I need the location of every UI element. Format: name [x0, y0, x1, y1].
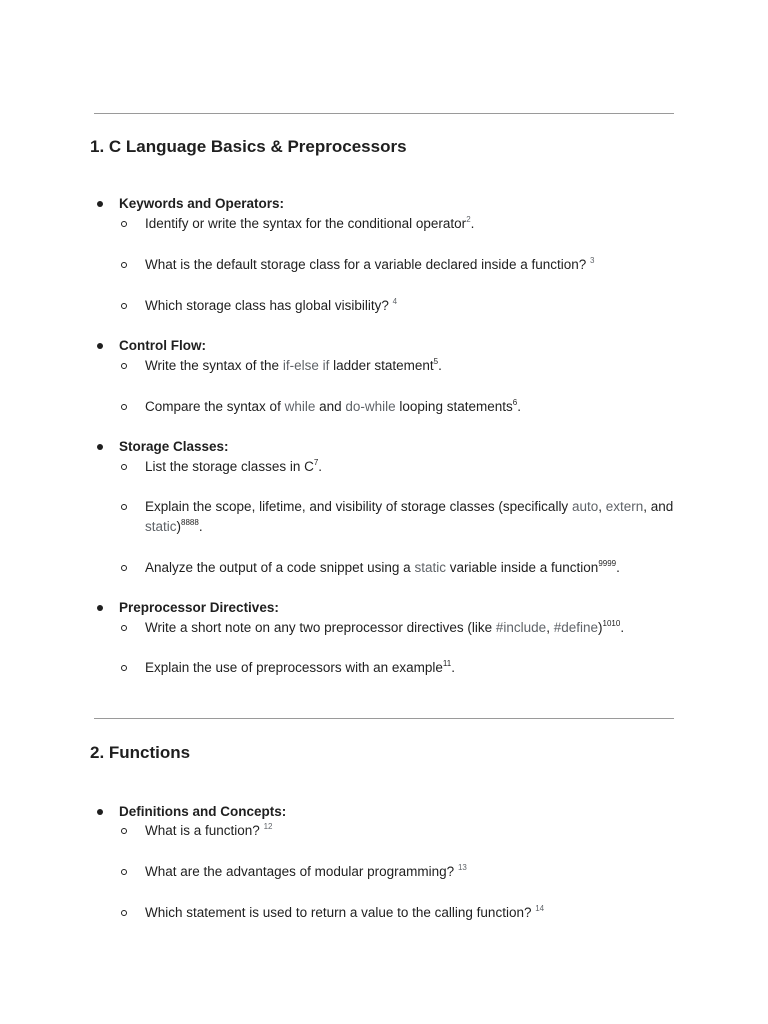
list-item: Analyze the output of a code snippet using a static variable inside a function$^{9999}$.	[145, 559, 620, 575]
code-keyword: if-else if	[282, 358, 330, 373]
section-heading-c-basics: 1. C Language Basics & Preprocessors	[90, 137, 407, 156]
bullet-icon	[97, 809, 103, 815]
list-item: Write the syntax of the if-else if ladder statement$^5$.	[145, 357, 442, 373]
circle-bullet-icon	[121, 404, 127, 410]
list-item: What are the advantages of modular programming? $^{13}$	[145, 863, 467, 879]
code-keyword: auto	[571, 499, 599, 514]
section-divider	[94, 718, 674, 719]
list-item: Explain the scope, lifetime, and visibility of storage classes (specifically auto, extern, and static)$^{8888}$.	[145, 499, 674, 534]
group-title-preprocessor-directives: Preprocessor Directives:	[119, 600, 279, 615]
circle-bullet-icon	[121, 565, 127, 571]
group-title-control-flow: Control Flow:	[119, 338, 206, 353]
group-title-keywords: Keywords and Operators:	[119, 196, 285, 211]
code-keyword: extern	[605, 499, 644, 514]
list-item: What is the default storage class for a variable declared inside a function? $^3$	[145, 256, 595, 272]
bullet-icon	[97, 444, 103, 450]
code-keyword: #define	[553, 620, 599, 635]
group-title-definitions: Definitions and Concepts:	[119, 804, 287, 819]
top-divider	[94, 113, 674, 114]
circle-bullet-icon	[121, 869, 127, 875]
code-keyword: do-while	[345, 399, 396, 414]
list-item: Identify or write the syntax for the conditional operator$^2$.	[145, 215, 475, 231]
list-item: Explain the use of preprocessors with an example$^{11}$.	[145, 659, 455, 675]
code-keyword: static	[145, 519, 177, 534]
list-item: Write a short note on any two preprocessor directives (like #include, #define)$^{1010}$.	[145, 619, 625, 635]
bullet-icon	[97, 343, 103, 349]
bullet-icon	[97, 201, 103, 207]
circle-bullet-icon	[121, 303, 127, 309]
circle-bullet-icon	[121, 625, 127, 631]
list-item: List the storage classes in $C^7$.	[145, 458, 323, 474]
list-item: Which storage class has global visibility? $^4$	[145, 297, 398, 313]
circle-bullet-icon	[121, 828, 127, 834]
bullet-icon	[97, 605, 103, 611]
code-keyword: static	[414, 560, 446, 575]
circle-bullet-icon	[121, 665, 127, 671]
circle-bullet-icon	[121, 363, 127, 369]
section-heading-functions: 2. Functions	[90, 743, 191, 762]
list-item: Compare the syntax of while and do-while looping statements$^6$.	[145, 398, 521, 414]
circle-bullet-icon	[121, 262, 127, 268]
code-keyword: #include	[495, 620, 547, 635]
circle-bullet-icon	[121, 504, 127, 510]
circle-bullet-icon	[121, 910, 127, 916]
code-keyword: while	[284, 399, 316, 414]
group-title-storage-classes: Storage Classes:	[119, 439, 229, 454]
list-item: Which statement is used to return a value to the calling function? $^{14}$	[145, 904, 545, 920]
circle-bullet-icon	[121, 221, 127, 227]
circle-bullet-icon	[121, 464, 127, 470]
list-item: What is a function? $^{12}$	[145, 822, 273, 838]
